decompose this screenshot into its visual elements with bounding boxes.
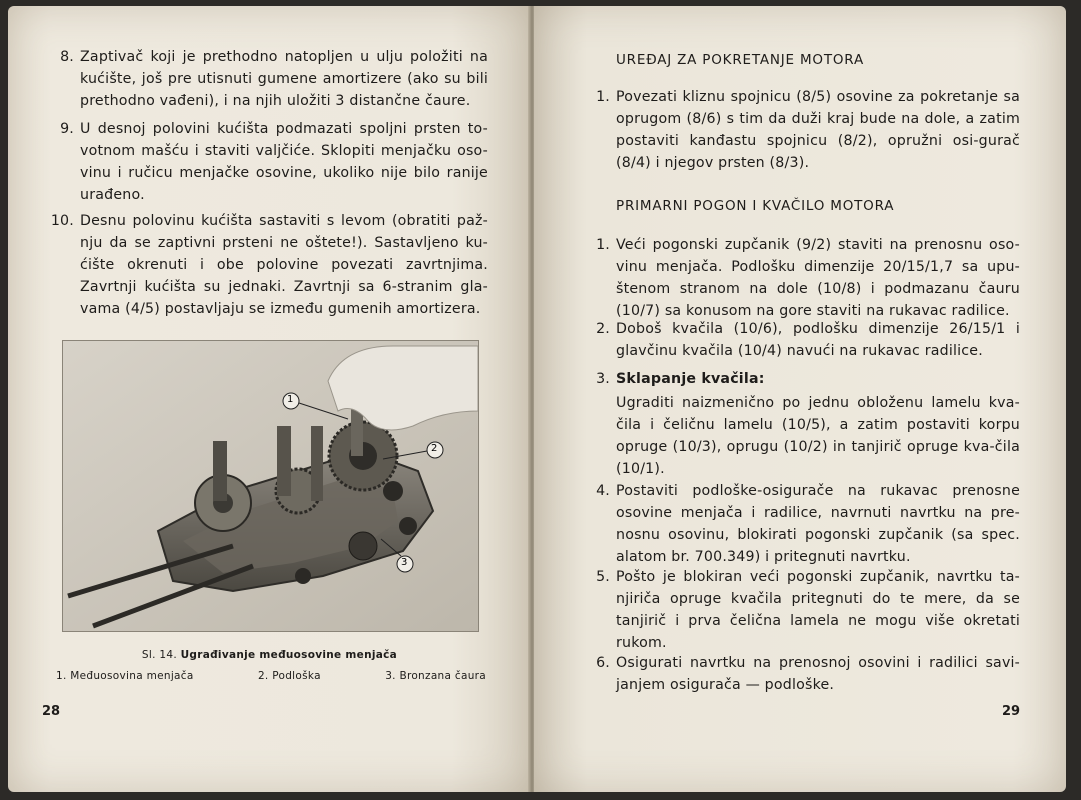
item-text: Zaptivač koji je prethodno natopljen u ulju položiti na kućište, još pre utisnuti gumene amortizere (ako su bili prethodno vađeni), i na njih uložiti 3 distančne čaure. xyxy=(80,49,488,109)
right-page xyxy=(534,6,1066,792)
item-text: Veći pogonski zupčanik (9/2) staviti na prenosnu oso-vinu menjača. Podlošku dimenzije 20/15/1,7 sa upu-štenom stranom na dole (10/8) i podmazanu čauru (10/7) sa konusom na gore staviti na rukavac radilice. xyxy=(616,237,1020,319)
figure-caption xyxy=(62,649,477,661)
page-number-right: 29 xyxy=(1002,704,1021,719)
item-text: U desnoj polovini kućišta podmazati spoljni prsten to-votnom mašću i staviti valjčiće. Sklopiti menjačku oso-vinu i ručicu menjačke osovine, ukoliko nije bilo ranije urađeno. xyxy=(80,121,488,203)
legend-item: 1. Međuosovina menjača xyxy=(56,670,194,682)
callout-3: 3 xyxy=(401,557,408,568)
legend-item: 2. Podloška xyxy=(257,670,321,682)
list-item xyxy=(584,318,1024,364)
list-item xyxy=(48,46,488,116)
list-item xyxy=(584,368,1024,478)
engine-gearbox-photo xyxy=(62,340,479,632)
item-number: 9. xyxy=(60,121,74,137)
callout-2: 2 xyxy=(431,443,438,454)
engine-illustration xyxy=(63,341,478,631)
item-number: 1. xyxy=(596,89,610,105)
caption-prefix: Sl. 14. xyxy=(141,649,177,661)
item-title: Sklapanje kvačila: xyxy=(616,371,765,387)
list-item xyxy=(48,210,488,325)
item-number: 1. xyxy=(596,237,610,253)
item-text: Doboš kvačila (10/6), podlošku dimenzije 26/15/1 i glavčinu kvačila (10/4) navući na rukavac radilice. xyxy=(616,321,1020,359)
item-number: 8. xyxy=(60,49,74,65)
item-text: Povezati kliznu spojnicu (8/5) osovine za pokretanje sa oprugom (8/6) s tim da duži kraj bude na dole, a zatim postaviti kanđastu spojnicu (8/2), opružni osi-gurač (8/4) i njegov prsten (8/3). xyxy=(616,89,1020,171)
item-number: 6. xyxy=(596,655,610,671)
legend-item: 3. Bronzana čaura xyxy=(385,670,486,682)
item-text: Pošto je blokiran veći pogonski zupčanik, navrtku ta-njiriča opruge kvačila pritegnuti do te mere, da se tanjirič i prva čelična lamela ne mogu više okretati rukom. xyxy=(616,569,1020,651)
callout-1: 1 xyxy=(287,394,294,405)
figure-legend xyxy=(56,670,486,682)
item-number: 3. xyxy=(596,371,610,387)
list-item xyxy=(584,652,1024,698)
left-page xyxy=(8,6,530,792)
list-item xyxy=(584,234,1024,322)
item-number: 2. xyxy=(596,321,610,337)
item-text: Postaviti podloške-osigurače na rukavac prenosne osovine menjača i radilice, navrnuti navrtku na pre-nosnu osovinu, blokirati pogonski zupčanik (sa spec. alatom br. 700.349) i pritegnuti navrtku. xyxy=(616,483,1020,565)
caption-title: Ugrađivanje međuosovine menjača xyxy=(180,649,398,661)
section-heading: PRIMARNI POGON I KVAČILO MOTORA xyxy=(616,198,895,214)
item-number: 10. xyxy=(50,213,74,229)
list-item xyxy=(48,118,488,208)
list-item xyxy=(584,480,1024,570)
item-text: Osigurati navrtku na prenosnoj osovini i radilici savi-janjem osigurača — podloške. xyxy=(616,655,1020,693)
list-item xyxy=(584,566,1024,654)
item-text: Ugraditi naizmenično po jednu obloženu lamelu kva-čila i čeličnu lamelu (10/5), a zatim postaviti korpu opruge (10/3), oprugu (10/2) in tanjirič opruge kva-čila (10/1). xyxy=(616,395,1020,477)
item-number: 4. xyxy=(596,483,610,499)
item-number: 5. xyxy=(596,569,610,585)
item-body xyxy=(616,368,1020,480)
list-item xyxy=(584,86,1024,176)
section-heading: UREĐAJ ZA POKRETANJE MOTORA xyxy=(616,52,864,68)
item-text: Desnu polovinu kućišta sastaviti s levom (obratiti paž-nju da se zaptivni prsteni ne oštete!). Sastavljeno ku-ćište okrenuti i obe polovine povezati zavrtnjima. Zavrtnji kućišta su jednaki. Zavrtnji sa 6-stranim gla-vama (4/5) postavljaju se između gumenih amortizera. xyxy=(80,213,488,317)
page-number-left: 28 xyxy=(42,704,61,719)
